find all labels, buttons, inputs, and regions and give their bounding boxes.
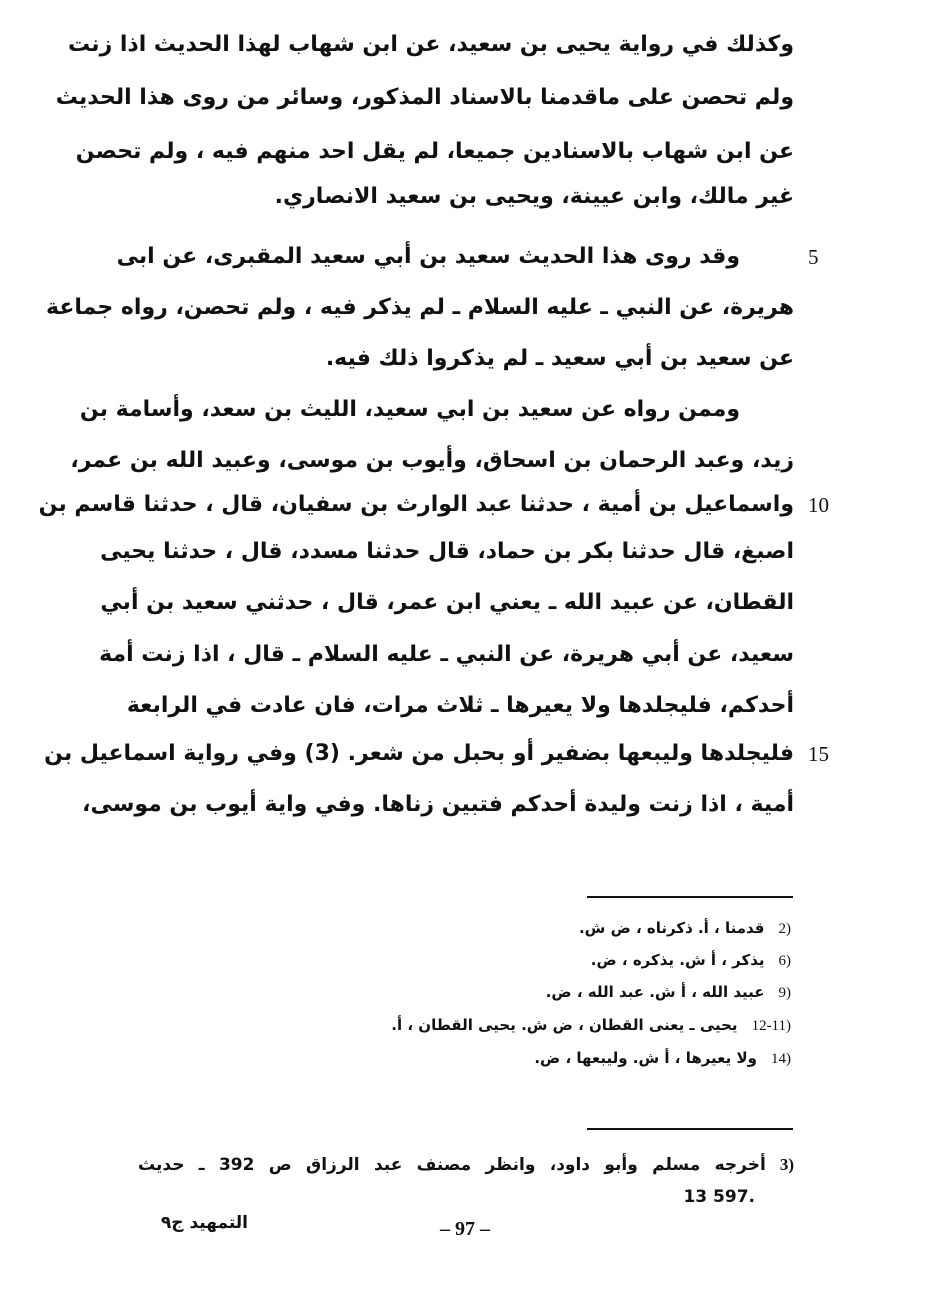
footnote-ref: 3)	[779, 1155, 794, 1174]
apparatus-note	[351, 1009, 791, 1041]
page-number: – 97 –	[440, 1218, 490, 1240]
apparatus-text: يذكر ، أ ش. يذكره ، ض.	[590, 951, 765, 969]
line-number-15: 15	[808, 742, 829, 766]
text-line-3: عن ابن شهاب بالاسنادين جميعا، لم يقل احد منهم فيه ، ولم تحصن	[75, 139, 794, 164]
line-number-5: 5	[808, 245, 819, 269]
footnote-line-1	[138, 1148, 794, 1182]
footnote-text: أخرجه مسلم وأبو داود، وانظر مصنف عبد الرزاق ص 392 ـ حديث	[138, 1155, 766, 1175]
apparatus-note	[351, 1042, 791, 1074]
text-line-11: اصبغ، قال حدثنا بكر بن حماد، قال حدثنا مسدد، قال ، حدثنا يحيى	[100, 539, 794, 564]
apparatus-text: عبيد الله ، أ ش. عبد الله ، ض.	[545, 983, 765, 1001]
text-line-10: واسماعيل بن أمية ، حدثنا عبد الوارث بن سفيان، قال ، حدثنا قاسم بن	[38, 492, 794, 517]
apparatus-divider	[587, 896, 793, 898]
text-line-14: أحدكم، فليجلدها ولا يعيرها ـ ثلاث مرات، فان عادت في الرابعة	[126, 693, 794, 718]
apparatus-text: ولا يعيرها ، أ ش. وليبعها ، ض.	[534, 1049, 757, 1067]
apparatus-text: قدمنا ، أ. ذكرناه ، ض ش.	[578, 919, 765, 937]
apparatus-note	[351, 944, 791, 976]
apparatus-note	[351, 912, 791, 944]
apparatus-note	[351, 976, 791, 1008]
apparatus-text: يحيى ـ يعنى القطان ، ض ش. يحيى القطان ، أ.	[391, 1016, 738, 1034]
text-line-6: هريرة، عن النبي ـ عليه السلام ـ لم يذكر فيه ، ولم تحصن، رواه جماعة	[46, 295, 794, 320]
text-line-13: سعيد، عن أبي هريرة، عن النبي ـ عليه السلام ـ قال ، اذا زنت أمة	[99, 642, 794, 667]
footnote-divider	[587, 1128, 793, 1130]
text-line-5: وقد روى هذا الحديث سعيد بن أبي سعيد المقبرى، عن ابى	[116, 244, 740, 269]
text-line-2: ولم تحصن على ماقدمنا بالاسناد المذكور، وسائر من روى هذا الحديث	[55, 85, 794, 110]
apparatus-ref: 14)	[771, 1051, 791, 1067]
apparatus-ref: 2)	[778, 921, 791, 937]
footnote-line-2: 13 597.	[683, 1187, 755, 1207]
text-line-4: غير مالك، وابن عيينة، ويحيى بن سعيد الانصاري.	[274, 184, 794, 209]
apparatus-ref: 6)	[778, 953, 791, 969]
text-line-1: وكذلك في رواية يحيى بن سعيد، عن ابن شهاب لهذا الحديث اذا زنت	[68, 32, 794, 57]
text-line-7: عن سعيد بن أبي سعيد ـ لم يذكروا ذلك فيه.	[325, 346, 794, 371]
running-title: التمهيد ج٩	[160, 1213, 248, 1233]
apparatus-ref: 12-11)	[751, 1018, 791, 1034]
line-number-10: 10	[808, 493, 829, 517]
text-line-15: فليجلدها وليبعها بضفير أو بحبل من شعر. (3) وفي رواية اسماعيل بن	[44, 741, 794, 766]
text-line-12: القطان، عن عبيد الله ـ يعني ابن عمر، قال ، حدثني سعيد بن أبي	[100, 590, 794, 615]
text-line-8: وممن رواه عن سعيد بن ابي سعيد، الليث بن سعد، وأسامة بن	[79, 397, 740, 422]
apparatus-ref: 9)	[778, 985, 791, 1001]
text-line-16: أمية ، اذا زنت وليدة أحدكم فتبين زناها. وفي واية أيوب بن موسى،	[82, 792, 794, 817]
text-line-9: زيد، وعبد الرحمان بن اسحاق، وأيوب بن موسى، وعبيد الله بن عمر،	[70, 448, 794, 473]
